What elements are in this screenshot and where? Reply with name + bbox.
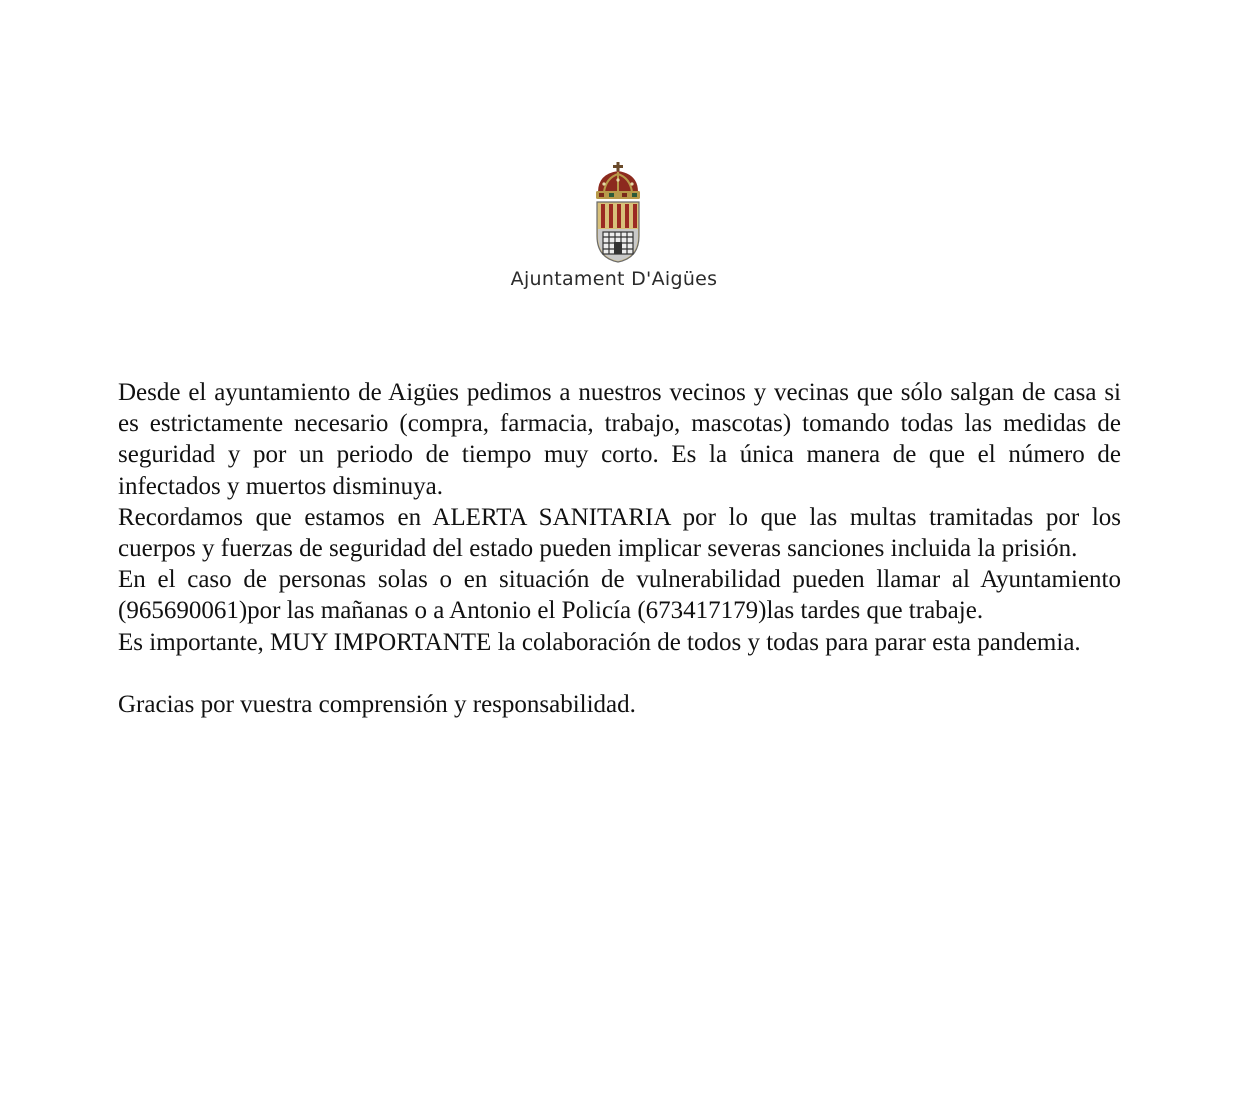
blank-line [118, 658, 1121, 689]
paragraph-collaboration: Es importante, MUY IMPORTANTE la colaboración de todos y todas para parar esta pandemia. [118, 628, 1081, 656]
paragraph-contact-phones: En el caso de personas solas o en situación de vulnerabilidad pueden llamar al Ayuntamiento (965690061)por las mañanas o a Antonio el Policía (673417179)las tardes que trabaje. [118, 566, 1121, 625]
closing-line: Gracias por vuestra comprensión y responsabilidad. [118, 691, 636, 719]
letterhead [0, 162, 1240, 290]
paragraph-health-alert: Recordamos que estamos en ALERTA SANITARIA por lo que las multas tramitadas por los cuerpos y fuerzas de seguridad del estado pueden implicar severas sanciones incluida la prisión. [118, 503, 1121, 563]
organization-name: Ajuntament D'Aigües [510, 268, 718, 290]
notice-body [118, 377, 1121, 720]
coat-of-arms-icon [590, 162, 646, 264]
paragraph-stay-home: Desde el ayuntamiento de Aigües pedimos a nuestros vecinos y vecinas que sólo salgan de casa si es estrictamente necesario (compra, farmacia, trabajo, mascotas) tomando todas las medidas de seguridad y por un periodo de tiempo muy corto. Es la única manera de que el número de infectados y muertos disminuya. [118, 379, 1121, 500]
